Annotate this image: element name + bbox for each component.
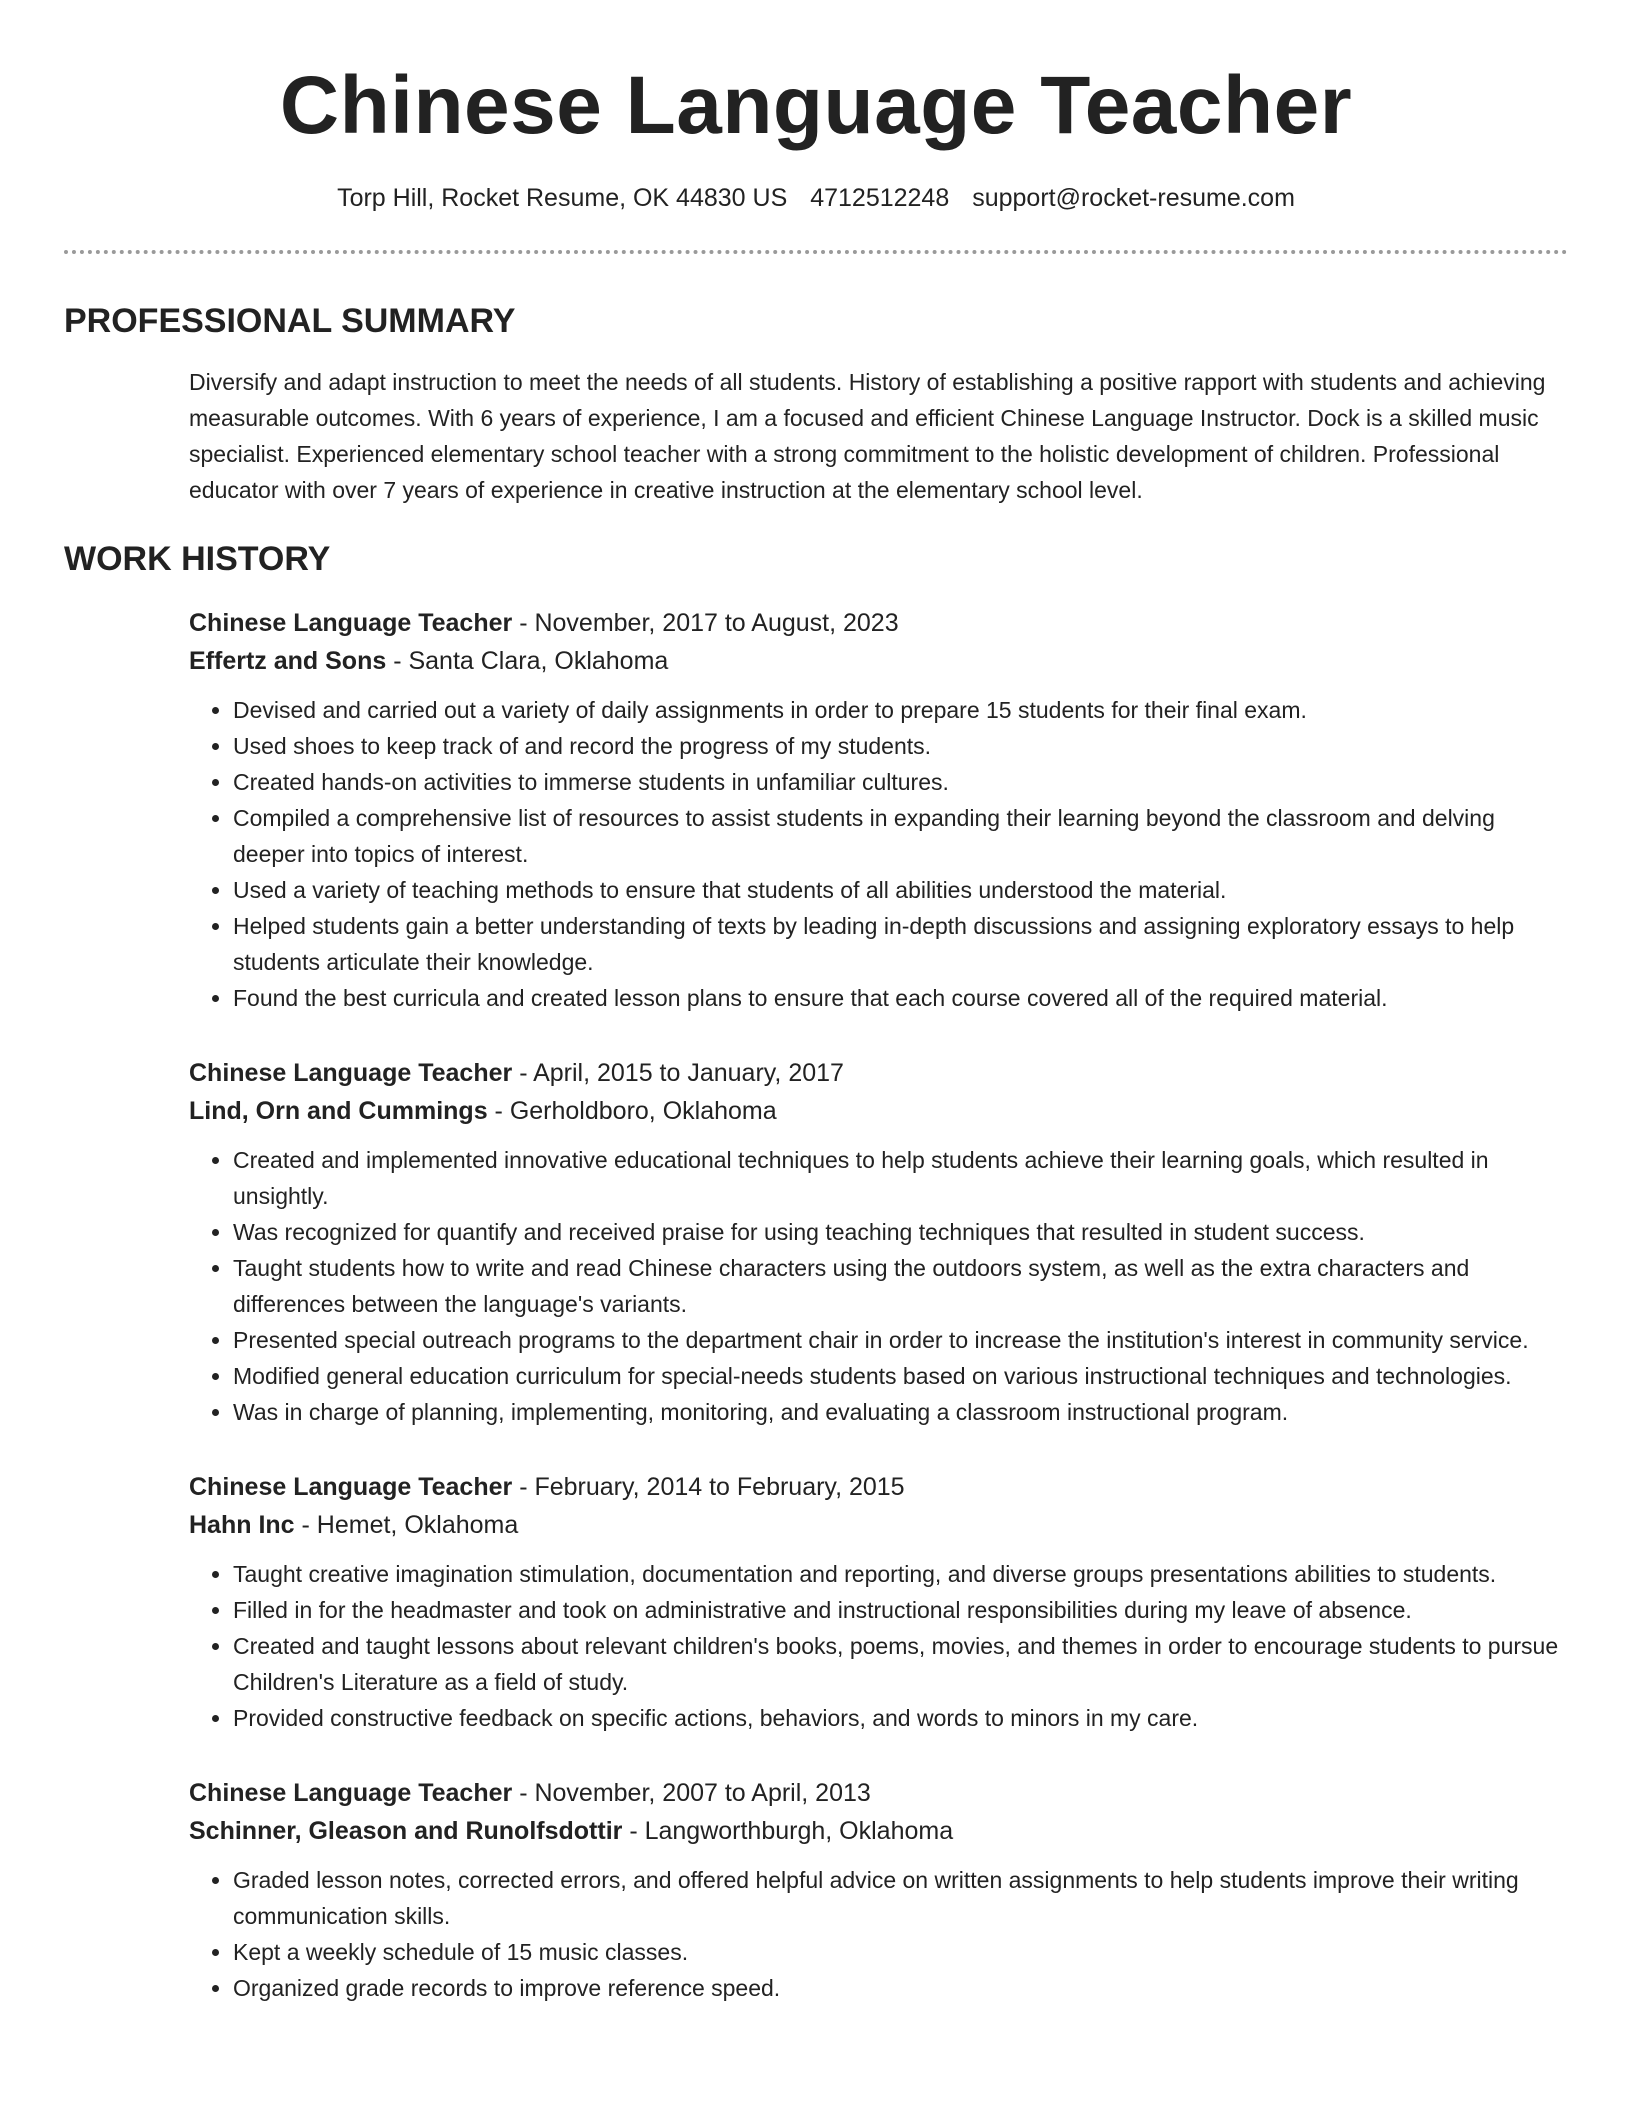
job-entry (189, 1054, 1569, 1430)
job-title: Chinese Language Teacher (189, 1779, 513, 1807)
contact-address: Torp Hill, Rocket Resume, OK 44830 US (337, 184, 788, 212)
job-company-line (189, 642, 1569, 680)
job-bullet: • Devised and carried out a variety of daily assignments in order to prepare 15 students for their final exam. (233, 692, 1569, 728)
job-dates: - November, 2007 to April, 2013 (512, 1779, 871, 1807)
job-title-line (189, 1468, 1569, 1506)
job-title-line (189, 604, 1569, 642)
job-company: Lind, Orn and Cummings (189, 1097, 488, 1125)
job-bullet: • Filled in for the headmaster and took on administrative and instructional responsibilities during my leave of absence. (233, 1592, 1569, 1628)
job-bullet: • Found the best curricula and created lesson plans to ensure that each course covered all of the required material. (233, 980, 1569, 1016)
job-company: Effertz and Sons (189, 647, 387, 675)
job-location: - Santa Clara, Oklahoma (386, 647, 669, 675)
job-bullet: • Kept a weekly schedule of 15 music classes. (233, 1934, 1569, 1970)
resume-name: Chinese Language Teacher (279, 60, 1353, 151)
job-title: Chinese Language Teacher (189, 1473, 513, 1501)
contact-email: support@rocket-resume.com (972, 184, 1295, 212)
job-bullets (189, 1556, 1569, 1736)
header-divider (64, 250, 1568, 254)
job-entry (189, 1774, 1569, 2006)
job-bullet: • Organized grade records to improve reference speed. (233, 1970, 1569, 2006)
job-title: Chinese Language Teacher (189, 1059, 513, 1087)
job-dates: - April, 2015 to January, 2017 (512, 1059, 844, 1087)
job-bullet: • Compiled a comprehensive list of resources to assist students in expanding their learning beyond the classroom and delving deeper into topics of interest. (233, 800, 1569, 872)
contact-phone: 4712512248 (810, 184, 950, 212)
job-location: - Gerholdboro, Oklahoma (487, 1097, 777, 1125)
job-bullet: • Was recognized for quantify and received praise for using teaching techniques that resulted in student success. (233, 1214, 1569, 1250)
job-bullet: • Helped students gain a better understanding of texts by leading in-depth discussions and assigning exploratory essays to help students articulate their knowledge. (233, 908, 1569, 980)
job-location: - Hemet, Oklahoma (294, 1511, 519, 1539)
job-title-line (189, 1054, 1569, 1092)
job-bullets (189, 692, 1569, 1016)
job-dates: - February, 2014 to February, 2015 (512, 1473, 905, 1501)
job-bullet: • Graded lesson notes, corrected errors, and offered helpful advice on written assignments to help students improve their writing communication skills. (233, 1862, 1569, 1934)
job-dates: - November, 2017 to August, 2023 (512, 609, 899, 637)
contact-line (0, 180, 1632, 216)
job-bullet: • Modified general education curriculum for special-needs students based on various instructional techniques and technologies. (233, 1358, 1569, 1394)
job-company-line (189, 1506, 1569, 1544)
job-company: Schinner, Gleason and Runolfsdottir (189, 1817, 623, 1845)
job-bullet: • Provided constructive feedback on specific actions, behaviors, and words to minors in my care. (233, 1700, 1569, 1736)
summary-heading: PROFESSIONAL SUMMARY (64, 302, 516, 340)
job-bullet: • Used a variety of teaching methods to ensure that students of all abilities understood the material. (233, 872, 1569, 908)
work-history-heading: WORK HISTORY (64, 540, 331, 578)
job-company-line (189, 1092, 1569, 1130)
job-bullet: • Used shoes to keep track of and record the progress of my students. (233, 728, 1569, 764)
summary-text: Diversify and adapt instruction to meet the needs of all students. History of establishing a positive rapport with students and achieving measurable outcomes. With 6 years of experience, I am a focused and efficient Chinese Language Instructor. Dock is a skilled music specialist. Experienced elementary school teacher with a strong commitment to the holistic development of children. Professional educator with over 7 years of experience in creative instruction at the elementary school level. (189, 369, 1546, 503)
job-title-line (189, 1774, 1569, 1812)
job-bullet: • Presented special outreach programs to the department chair in order to increase the institution's interest in community service. (233, 1322, 1569, 1358)
job-bullet: • Created hands-on activities to immerse students in unfamiliar cultures. (233, 764, 1569, 800)
job-bullet: • Created and implemented innovative educational techniques to help students achieve their learning goals, which resulted in unsightly. (233, 1142, 1569, 1214)
job-location: - Langworthburgh, Oklahoma (622, 1817, 954, 1845)
job-bullets (189, 1862, 1569, 2006)
job-bullet: • Taught creative imagination stimulation, documentation and reporting, and diverse groups presentations abilities to students. (233, 1556, 1569, 1592)
job-bullet: • Taught students how to write and read Chinese characters using the outdoors system, as well as the extra characters and differences between the language's variants. (233, 1250, 1569, 1322)
job-bullet: • Was in charge of planning, implementing, monitoring, and evaluating a classroom instructional program. (233, 1394, 1569, 1430)
job-bullets (189, 1142, 1569, 1430)
job-bullet: • Created and taught lessons about relevant children's books, poems, movies, and themes in order to encourage students to pursue Children's Literature as a field of study. (233, 1628, 1569, 1700)
job-entry (189, 1468, 1569, 1736)
job-company: Hahn Inc (189, 1511, 295, 1539)
job-entry (189, 604, 1569, 1016)
job-company-line (189, 1812, 1569, 1850)
work-history-list (189, 604, 1569, 2044)
job-title: Chinese Language Teacher (189, 609, 513, 637)
